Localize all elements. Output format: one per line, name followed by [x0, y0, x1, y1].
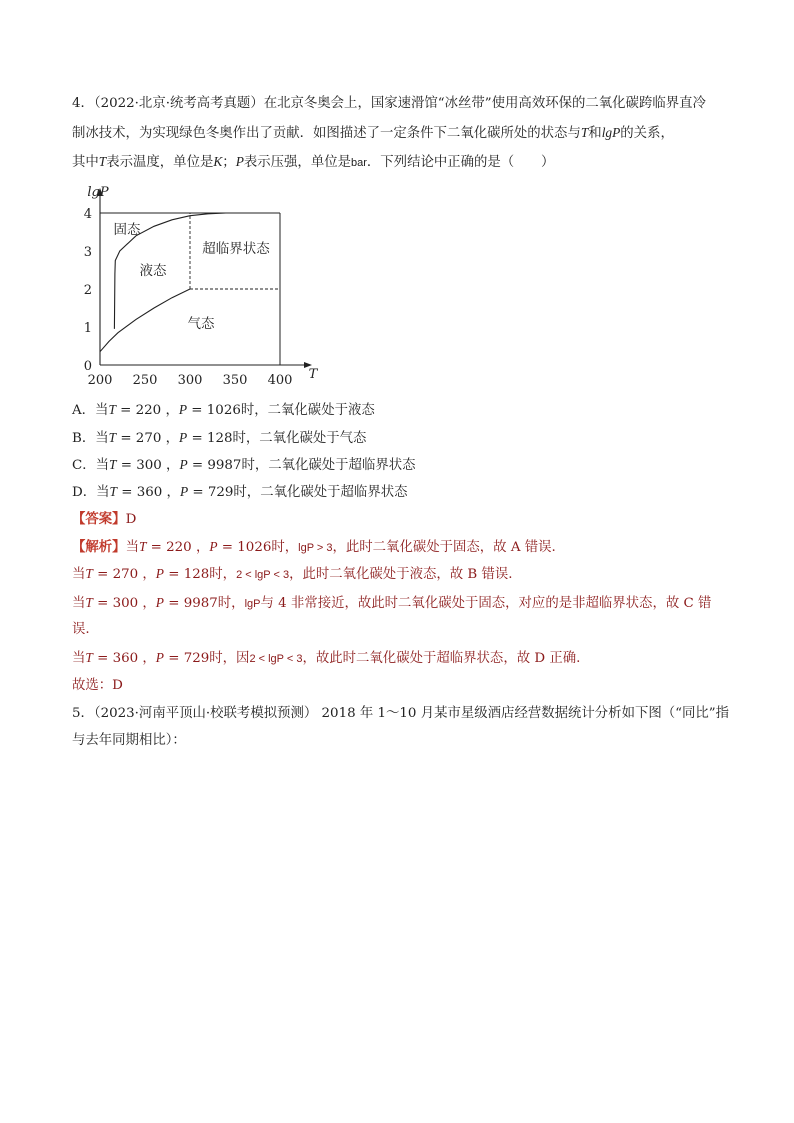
option-c: [72, 455, 732, 476]
analysis-text: 当: [72, 651, 86, 666]
q4-math-T: T: [98, 154, 107, 169]
y-tick-label: 0: [83, 359, 92, 374]
analysis-text: 当: [72, 567, 86, 582]
option-b: [72, 428, 732, 449]
x-tick-label: 400: [267, 373, 293, 388]
option-text: = 128: [187, 431, 233, 446]
answer-value: D: [125, 512, 137, 527]
option-text: 时，二氧化碳处于超临界状态: [241, 458, 416, 473]
analysis-tag: 【解析】: [72, 539, 126, 555]
option-text: C．当: [72, 458, 110, 473]
analysis-line3-cont: 误.: [72, 622, 90, 637]
q4-text: ；: [222, 155, 236, 170]
q4-text: ．下列结论中正确的是（ ）: [366, 155, 555, 170]
analysis-math: 2 < lgP < 3: [249, 653, 303, 665]
analysis-text: 当: [72, 596, 86, 611]
option-text: 时，二氧化碳处于超临界状态: [233, 485, 408, 500]
chart-labels: [84, 185, 319, 388]
analysis-math: P: [209, 539, 218, 554]
analysis-text: = 300 ，: [92, 596, 156, 611]
region-label: 液态: [139, 263, 167, 279]
option-text: = 9987: [187, 458, 242, 473]
option-d: [72, 482, 732, 503]
option-text: = 729: [188, 485, 234, 500]
analysis-text: = 270 ，: [92, 567, 156, 582]
option-math: P: [179, 484, 189, 499]
option-math: T: [109, 484, 117, 499]
option-text: 时，二氧化碳处于液态: [240, 403, 375, 418]
analysis-text: ，此时二氧化碳处于固态，故 A 错误.: [332, 540, 556, 555]
y-tick-label: 3: [83, 245, 92, 260]
q4-math-lgP: lgP: [601, 125, 621, 140]
x-tick-label: 350: [222, 373, 248, 388]
analysis-math: 2 < lgP < 3: [236, 569, 290, 581]
analysis-text: = 729: [163, 651, 210, 666]
answer-tag: 【答案】: [72, 511, 126, 527]
analysis-line3: [72, 593, 732, 614]
q4-text: 制冰技术，为实现绿色冬奥作出了贡献．如图描述了一定条件下二氧化碳所处的状态与: [72, 126, 581, 141]
analysis-math: P: [155, 566, 164, 581]
q4-stem-line3: [72, 152, 732, 173]
analysis-line2: [72, 564, 732, 585]
y-tick-label: 4: [83, 207, 92, 222]
answer-line: [72, 509, 732, 530]
q5-stem-line2: 与去年同期相比）：: [72, 733, 186, 748]
analysis-math: T: [85, 595, 93, 610]
q4-stem-line2: [72, 123, 732, 144]
analysis-line4: [72, 648, 732, 669]
analysis-text: 当: [125, 540, 139, 555]
analysis-math: T: [138, 539, 147, 554]
q4-math-K: K: [213, 154, 223, 169]
q4-text: 的关系，: [620, 126, 674, 141]
co2-phase-diagram: [70, 182, 330, 392]
analysis-conclusion: 故选：D: [72, 678, 123, 693]
option-math: P: [178, 402, 188, 417]
q4-text: 表示压强，单位是: [243, 155, 351, 170]
x-tick-label: 300: [177, 373, 203, 388]
analysis-text: 与 4 非常接近，故此时二氧化碳处于固态，对应的是非超临界状态，故 C 错: [260, 596, 712, 611]
option-text: A．当: [72, 403, 109, 418]
x-axis-label: T: [308, 367, 318, 382]
analysis-math: T: [85, 566, 93, 581]
q4-text: 和: [588, 126, 602, 141]
option-math: P: [179, 430, 188, 445]
analysis-text: 时，因: [209, 651, 250, 666]
analysis-math: P: [155, 650, 164, 665]
option-text: 时，二氧化碳处于气态: [232, 431, 367, 446]
q4-unit-bar: bar: [351, 157, 367, 169]
y-tick-label: 1: [83, 321, 92, 336]
option-math: T: [108, 430, 117, 445]
x-tick-label: 250: [132, 373, 158, 388]
y-axis-label: lgP: [87, 185, 109, 200]
option-math: T: [109, 457, 117, 472]
region-label: 固态: [113, 222, 141, 238]
option-math: T: [108, 402, 116, 417]
analysis-text: 时，: [209, 567, 237, 582]
option-text: = 1026: [187, 403, 241, 418]
q4-text: 其中: [72, 155, 99, 170]
analysis-text: = 360 ，: [92, 651, 156, 666]
q4-math-P: P: [235, 154, 244, 169]
analysis-text: = 128: [163, 567, 210, 582]
analysis-math: T: [85, 650, 93, 665]
option-text: = 360 ，: [116, 485, 180, 500]
analysis-math: P: [155, 595, 164, 610]
option-text: = 270 ，: [116, 431, 180, 446]
option-math: P: [179, 457, 188, 472]
region-label: 气态: [187, 316, 215, 332]
analysis-text: 时，: [271, 540, 299, 555]
analysis-text: 时，: [217, 596, 245, 611]
option-text: = 220 ，: [115, 403, 179, 418]
y-tick-label: 2: [83, 283, 92, 298]
analysis-text: ，此时二氧化碳处于液态，故 B 错误.: [289, 567, 513, 582]
q4-text: 表示温度，单位是: [106, 155, 214, 170]
analysis-math: lgP > 3: [298, 542, 333, 554]
analysis-line1: [72, 537, 732, 558]
q4-stem-line1: 4．（2022·北京·统考高考真题）在北京冬奥会上，国家速滑馆“冰丝带”使用高效环保的二氧化碳跨临界直冷: [72, 96, 706, 111]
q4-math-T: T: [580, 125, 589, 140]
option-text: D．当: [72, 485, 110, 500]
analysis-math: lgP: [244, 598, 261, 610]
region-label: 超临界状态: [202, 241, 270, 257]
option-text: B．当: [72, 431, 109, 446]
phase-boundary-curve-1: [100, 289, 190, 352]
analysis-text: = 9987: [163, 596, 218, 611]
option-text: = 300 ，: [116, 458, 180, 473]
x-tick-label: 200: [87, 373, 113, 388]
analysis-text: = 220 ，: [146, 540, 210, 555]
analysis-text: ，故此时二氧化碳处于超临界状态，故 D 正确.: [302, 651, 581, 666]
analysis-text: = 1026: [217, 540, 272, 555]
q5-stem-line1: 5．（2023·河南平顶山·校联考模拟预测） 2018 年 1～10 月某市星级酒店经营数据统计分析如下图（“同比”指: [72, 706, 729, 721]
option-a: [72, 400, 732, 421]
